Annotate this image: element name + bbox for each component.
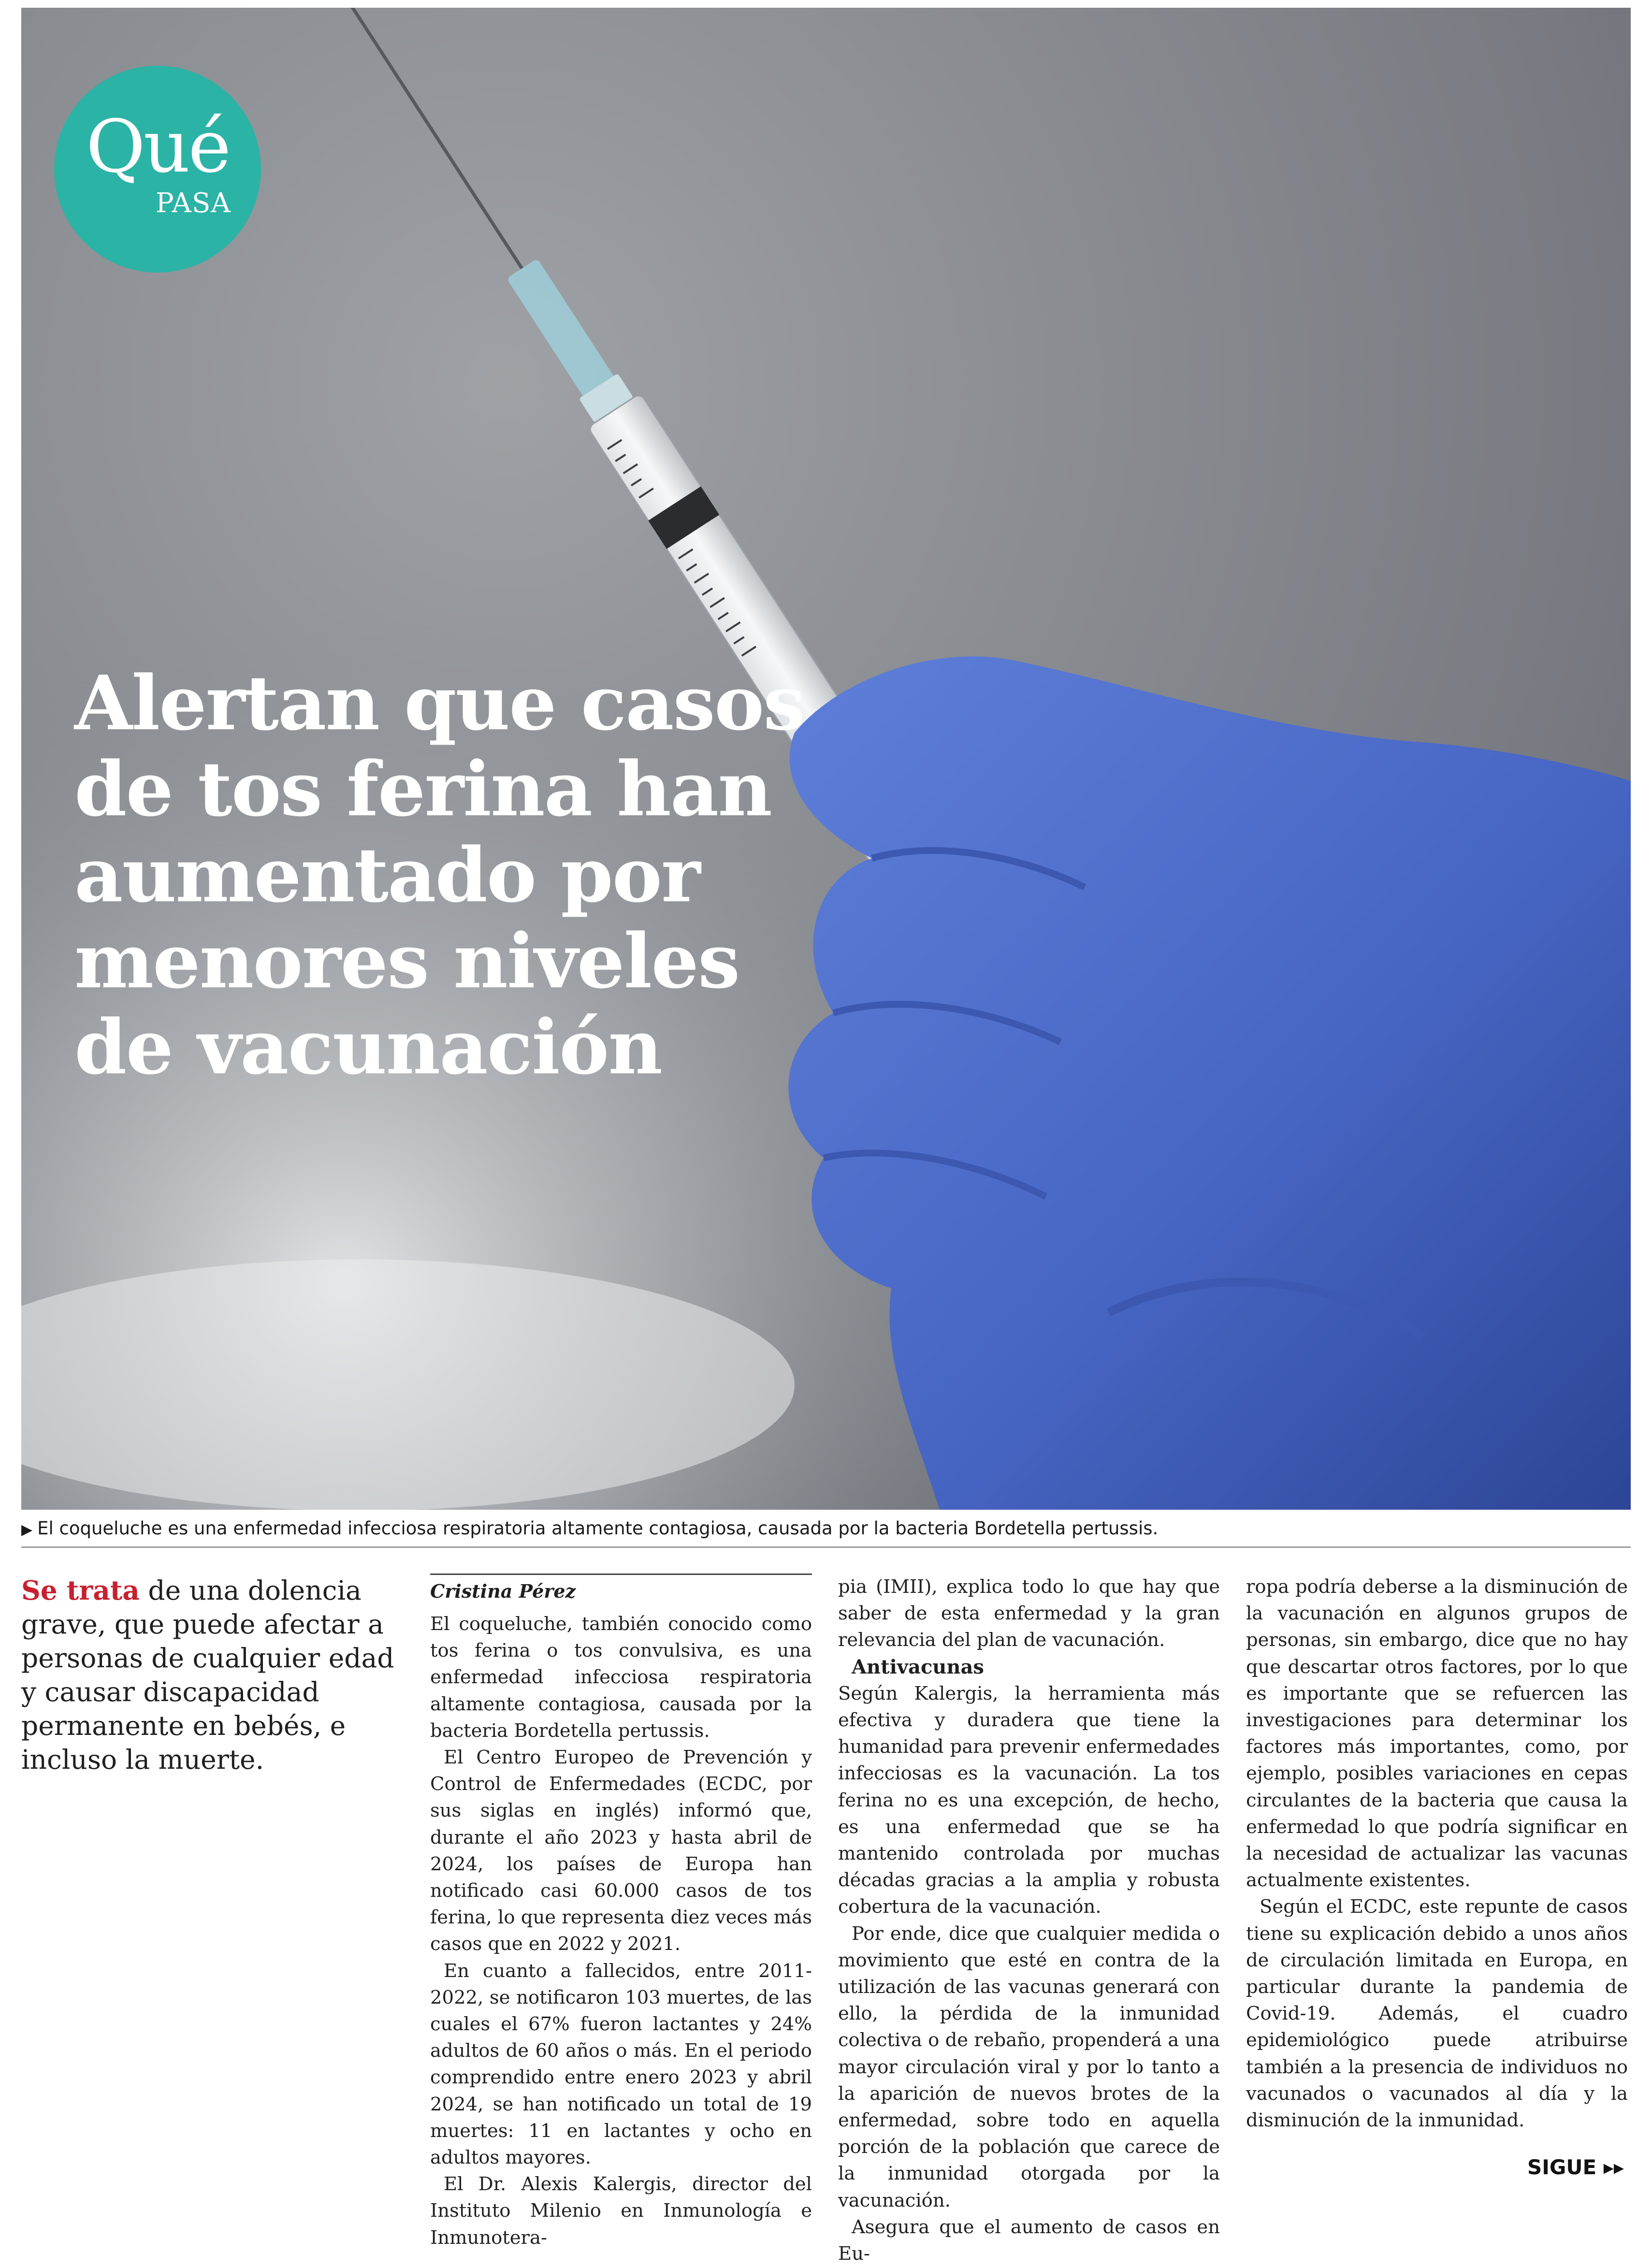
headline: Alertan que casos de tos ferina han aumentado por menores niveles de vacunación <box>74 659 805 1091</box>
paragraph: El coqueluche, también conocido como tos ferina o tos convulsiva, es una enfermedad infecciosa respiratoria altamente contagiosa, causada por la bacteria Bordetella pertussis. <box>430 1613 812 1742</box>
article-column-3 <box>1246 1574 1628 2134</box>
que-pasa-logo <box>54 66 261 273</box>
caption-divider <box>21 1546 1631 1548</box>
lead-highlight: Se trata <box>21 1574 140 1606</box>
logo-pasa: PASA <box>156 188 231 219</box>
lead-paragraph <box>21 1574 408 1776</box>
subheading: Antivacunas <box>852 1655 984 1678</box>
lead-text: de una dolencia grave, que puede afectar a personas de cualquier edad y causar discapacidad permanente en bebés, e incluso la muerte. <box>21 1575 394 1775</box>
article-column-1 <box>430 1574 812 2251</box>
paragraph: El Centro Europeo de Prevención y Control de Enfermedades (ECDC, por sus siglas en inglés) informó que, durante el año 2023 y hasta abril de 2024, los países de Europa han notificado casi 60.000 casos de tos ferina, lo que representa diez veces más casos que en 2022 y 2021. <box>430 1747 812 1955</box>
logo-que: Qué <box>86 105 230 189</box>
paragraph: Según Kalergis, la herramienta más efectiva y duradera que tiene la humanidad para prevenir enfermedades infecciosas es la vacunación. La tos ferina no es una excepción, de hecho, es una enfermedad que se ha mantenido controlada por muchas décadas gracias a la amplia y robusta cobertura de la vacunación. <box>838 1682 1220 1918</box>
caption-arrow-icon: ▶ <box>21 1521 33 1538</box>
paragraph: Según el ECDC, este repunte de casos tiene su explicación debido a unos años de circulación limitada en Europa, en particular durante la pandemia de Covid-19. Además, el cuadro epidemiológico puede atribuirse también a la presencia de individuos no vacunados o vacunados al día y la disminución de la inmunidad. <box>1246 1896 1628 2132</box>
byline: Cristina Pérez <box>430 1574 812 1611</box>
paragraph: En cuanto a fallecidos, entre 2011-2022, se notificaron 103 muertes, de las cuales el 67% fueron lactantes y 24% adultos de 60 años o más. En el periodo comprendido entre enero 2023 y abril 2024, se han notificado un total de 19 muertes: 11 en lactantes y ocho en adultos mayores. <box>430 1960 812 2169</box>
continue-marker: SIGUE ▸▸ <box>1527 2155 1624 2179</box>
caption-text: El coqueluche es una enfermedad infecciosa respiratoria altamente contagiosa, causada por la bacteria Bordetella pertussis. <box>37 1518 1159 1539</box>
photo-caption <box>21 1517 1631 1541</box>
paragraph: Asegura que el aumento de casos en Eu- <box>838 2216 1220 2265</box>
paragraph: ropa podría deberse a la disminución de la vacunación en algunos grupos de personas, sin embargo, dice que no hay que descartar otros factores, por lo que es importante que se refuercen las investigaciones para determinar los factores más importantes, como, por ejemplo, posibles variaciones en cepas circulantes de la bacteria que causa la enfermedad lo que podría significar en la necesidad de actualizar las vacunas actualmente existentes. <box>1246 1576 1628 1892</box>
article-column-2 <box>838 1574 1220 2267</box>
hero-photo <box>21 8 1631 1510</box>
paragraph: El Dr. Alexis Kalergis, director del Instituto Milenio en Inmunología e Inmunotera- <box>430 2173 812 2249</box>
paragraph: Por ende, dice que cualquier medida o movimiento que esté en contra de la utilización de las vacunas generará con ello, la pérdida de la inmunidad colectiva o de rebaño, propenderá a una mayor circulación viral y por lo tanto a la aparición de nuevos brotes de la enfermedad, sobre todo en aquella porción de la población que carece de la inmunidad otorgada por la vacunación. <box>838 1922 1220 2211</box>
paragraph: pia (IMII), explica todo lo que hay que saber de esta enfermedad y la gran relevancia del plan de vacunación. <box>838 1576 1220 1651</box>
